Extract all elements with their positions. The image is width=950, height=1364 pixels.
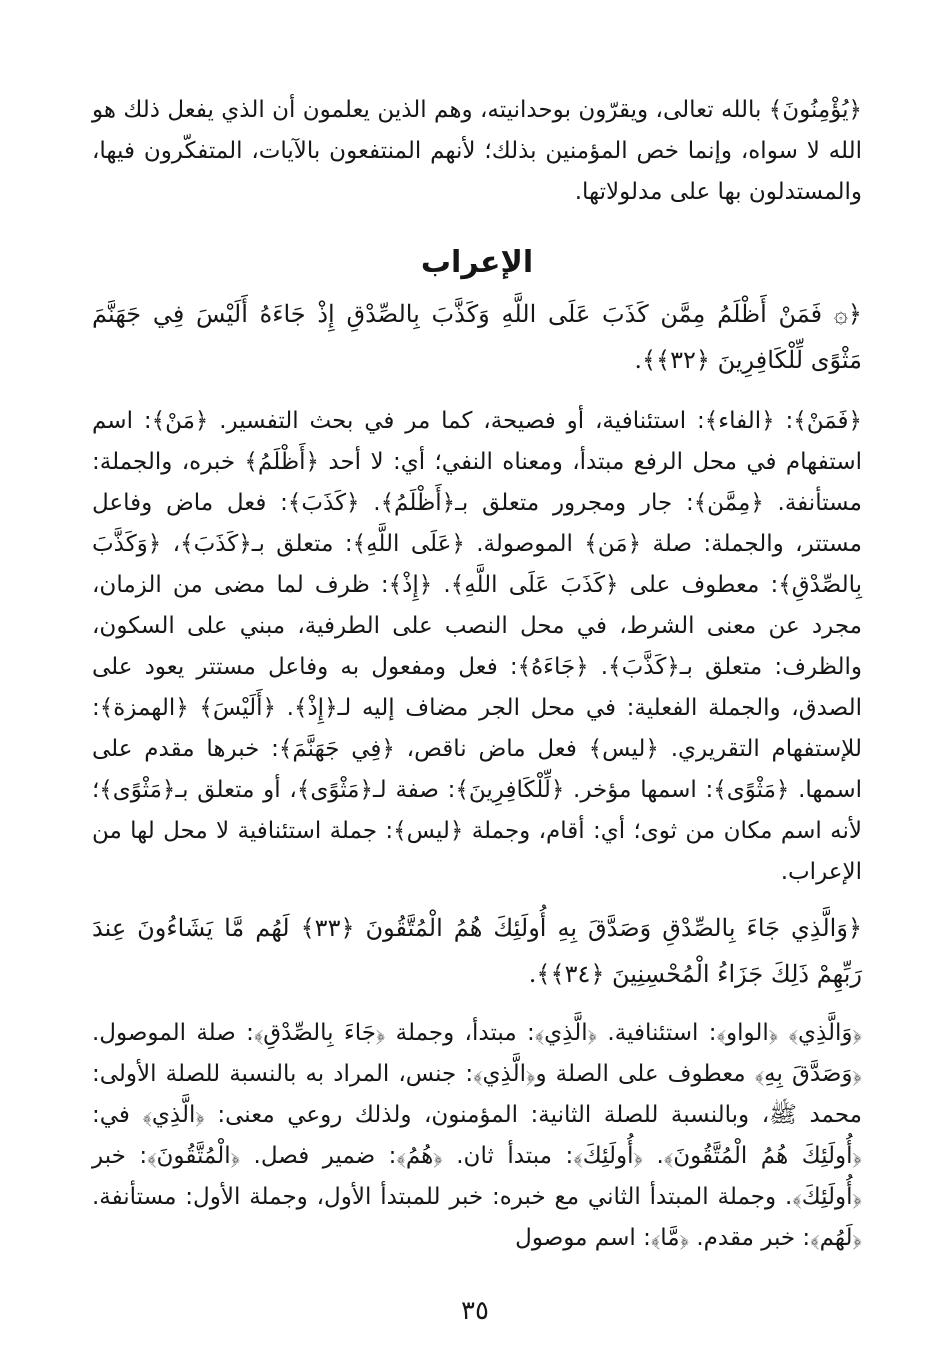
page-number: ٣٥ — [461, 1296, 489, 1326]
section-heading: الإعراب — [420, 245, 534, 280]
irab-paragraph-1: ﴿فَمَنْ﴾: ﴿الفاء﴾: استئنافية، أو فصيحة، كما مر في بحث التفسير. ﴿مَنْ﴾: اسم استفهام في محل الرفع مبتدأ، ومعناه النفي؛ أي: لا أحد ﴿أَظْلَمُ﴾ خبره، والجملة: مستأنفة. ﴿مِمَّن﴾: جار ومجرور متعلق بـ﴿أَظْلَمُ﴾. ﴿كَذَبَ﴾: فعل ماض وفاعل مستتر، والجملة: صلة ﴿مَن﴾ الموصولة. ﴿عَلَى اللَّهِ﴾: متعلق بـ﴿كَذَبَ﴾، ﴿وَكَذَّبَ بِالصِّدْقِ﴾: معطوف على ﴿كَذَبَ عَلَى اللَّهِ﴾. ﴿إِذْ﴾: ظرف لما مضى من الزمان، مجرد عن معنى الشرط، في محل النصب على الطرفية، مبني على السكون، والظرف: متعلق بـ﴿كَذَّبَ﴾. ﴿جَاءَهُ﴾: فعل ومفعول به وفاعل مستتر يعود على الصدق، والجملة الفعلية: في محل الجر مضاف إليه لـ﴿إِذْ﴾. ﴿أَلَيْسَ﴾ ﴿الهمزة﴾: للإستفهام التقريري. ﴿ليس﴾ فعل ماض ناقص، ﴿فِي جَهَنَّمَ﴾: خبرها مقدم على اسمها. ﴿مَثْوًى﴾: اسمها مؤخر. ﴿لِّلْكَافِرِينَ﴾: صفة لـ﴿مَثْوًى﴾، أو متعلق بـ﴿مَثْوًى﴾؛ لأنه اسم مكان من ثوى؛ أي: أقام، وجملة ﴿ليس﴾: جملة استئنافية لا محل لها من الإعراب. — [92, 408, 862, 885]
quran-verse-33-34: ﴿وَالَّذِي جَاءَ بِالصِّدْقِ وَصَدَّقَ بِهِ أُولَئِكَ هُمُ الْمُتَّقُونَ ﴿٣٣﴾ لَهُم مَّا يَشَاءُونَ عِندَ رَبِّهِمْ ذَلِكَ جَزَاءُ الْمُحْسِنِينَ ﴿٣٤﴾﴾. — [92, 914, 863, 988]
quran-verse-32: ﴿۞ فَمَنْ أَظْلَمُ مِمَّن كَذَبَ عَلَى اللَّهِ وَكَذَّبَ بِالصِّدْقِ إِذْ جَاءَهُ أَلَيْسَ فِي جَهَنَّمَ مَثْوًى لِّلْكَافِرِينَ ﴿٣٢﴾﴾. — [92, 300, 862, 374]
intro-paragraph: ﴿يُؤْمِنُونَ﴾ بالله تعالى، ويقرّون بوحدانيته، وهم الذين يعلمون أن الذي يفعل ذلك هو الله لا سواه، وإنما خص المؤمنين بذلك؛ لأنهم المنتفعون بالآيات، المتفكّرون فيها، والمستدلون بها على مدلولاتها. — [92, 97, 862, 205]
page-body — [92, 90, 862, 1259]
irab-paragraph-2: ﴿وَالَّذِي﴾ ﴿الواو﴾: استئنافية. ﴿الَّذِي﴾: مبتدأ، وجملة ﴿جَاءَ بِالصِّدْقِ﴾: صلة الموصول. ﴿وَصَدَّقَ بِهِ﴾ معطوف على الصلة و﴿الَّذِي﴾: جنس، المراد به بالنسبة للصلة الأولى: محمد ﷺ، وبالنسبة للصلة الثانية: المؤمنون، ولذلك روعي معنى: ﴿الَّذِي﴾ في: ﴿أُولَئِكَ هُمُ الْمُتَّقُونَ﴾. ﴿أُولَئِكَ﴾: مبتدأ ثان. ﴿هُمُ﴾: ضمير فصل. ﴿الْمُتَّقُونَ﴾: خبر ﴿أُولَئِكَ﴾. وجملة المبتدأ الثاني مع خبره: خبر للمبتدأ الأول، وجملة الأول: مستأنفة. ﴿لَهُم﴾: خبر مقدم. ﴿مَّا﴾: اسم موصول — [92, 1020, 862, 1251]
